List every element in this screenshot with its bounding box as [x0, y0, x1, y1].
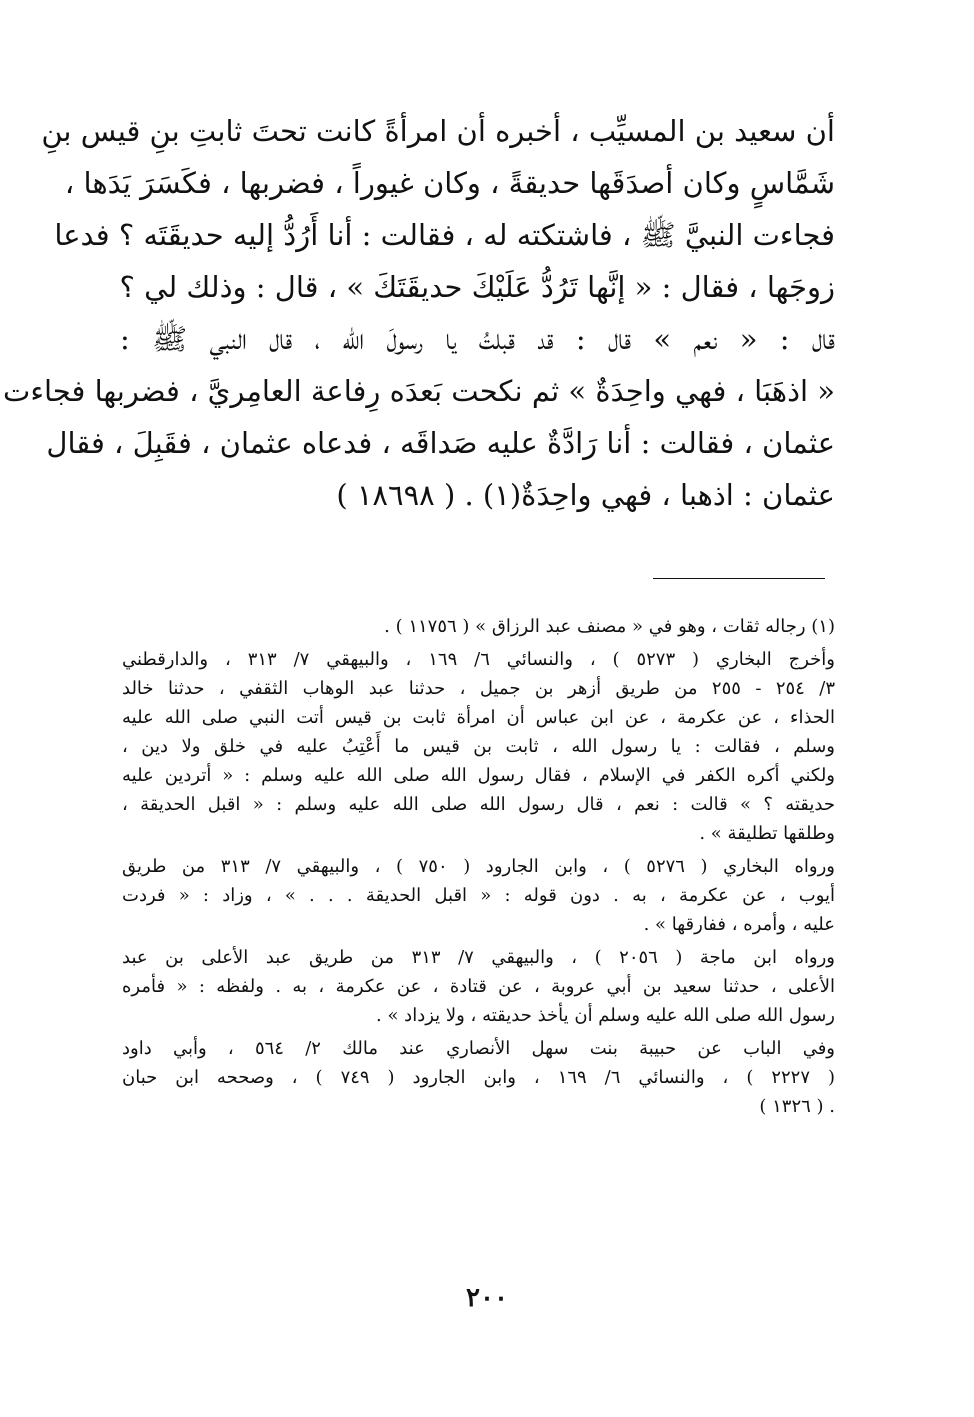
footnote-line: ورواه ابن ماجة ( ٢٠٥٦ ) ، والبيهقي ٧/ ٣١٣ من طريق عبد الأعلى بن عبد	[122, 947, 835, 968]
footnote-line: وفي الباب عن حبيبة بنت سهل الأنصاري عند مالك ٢/ ٥٦٤ ، وأبي داود	[122, 1038, 835, 1059]
footnote-line: وأخرج البخاري ( ٥٢٧٣ ) ، والنسائي ٦/ ١٦٩ ، والبيهقي ٧/ ٣١٣ ، والدارقطني	[122, 649, 835, 670]
main-line: فجاءت النبيَّ ﷺ ، فاشتكته له ، فقالت : أنا أَرُدُّ إليه حديقَتَه ؟ فدعا	[54, 218, 835, 252]
footnote-line: ٣/ ٢٥٤ - ٢٥٥ من طريق أزهر بن جميل ، حدثنا عبد الوهاب الثقفي ، حدثنا خالد	[122, 678, 835, 699]
footnote-line: رسول الله صلى الله عليه وسلم أن يأخذ حديقته ، ولا يزداد » .	[376, 1005, 835, 1026]
footnote-line: ولكني أكره الكفر في الإسلام ، فقال رسول الله صلى الله عليه وسلم : « أتردين عليه	[122, 765, 835, 786]
footnotes	[122, 612, 835, 1121]
main-line: عثمان ، فقالت : أنا رَادَّةٌ عليه صَداقَه ، فدعاه عثمان ، فقَبِلَ ، فقال	[46, 426, 835, 460]
footnote-line: (١) رجاله ثقات ، وهو في « مصنف عبد الرزاق » ( ١١٧٥٦ ) .	[384, 616, 835, 637]
main-text	[3, 105, 835, 521]
main-line: « اذهَبَا ، فهي واحِدَةٌ » ثم نكحت بَعدَه رِفاعة العامِريَّ ، فضربها فجاءت	[3, 374, 835, 408]
main-line: أن سعيد بن المسيِّب ، أخبره أن امرأةً كانت تحتَ ثابتِ بنِ قيس بنِ	[41, 114, 835, 148]
footnote-line: وسلم ، فقالت : يا رسول الله ، ثابت بن قيس ما أَعْتِبُ عليه في خلق ولا دين ،	[122, 736, 835, 757]
footnote-line: حديقته ؟ » قالت : نعم ، قال رسول الله صلى الله عليه وسلم : « اقبل الحديقة ،	[122, 794, 835, 815]
footnote-line: . ( ١٣٢٦ )	[759, 1096, 835, 1117]
footnote-separator	[653, 578, 825, 579]
main-line: عثمان : اذهبا ، فهي واحِدَةٌ(١) . ( ١٨٦٩٨ )	[336, 478, 835, 512]
footnote-line: ورواه البخاري ( ٥٢٧٦ ) ، وابن الجارود ( ٧٥٠ ) ، والبيهقي ٧/ ٣١٣ من طريق	[122, 856, 835, 877]
footnote-line: أيوب ، عن عكرمة ، به . دون قوله : « اقبل الحديقة . . . » ، وزاد : « فردت	[122, 885, 836, 906]
footnote-line: ( ٢٢٢٧ ) ، والنسائي ٦/ ١٦٩ ، وابن الجارود ( ٧٤٩ ) ، وصححه ابن حبان	[122, 1067, 835, 1088]
footnote-line: الأعلى ، حدثنا سعيد بن أبي عروبة ، عن قتادة ، عن عكرمة ، به . ولفظه : « فأمره	[122, 976, 835, 997]
main-line: زوجَها ، فقال : « إنَّها تَرُدُّ عَلَيْكَ حديقَتَكَ » ، قال : وذلك لي ؟	[119, 270, 835, 304]
main-line: شَمَّاسٍ وكان أصدَقَها حديقةً ، وكان غيوراً ، فضربها ، فكَسَرَ يَدَها ،	[64, 166, 835, 200]
footnote-line: عليه ، وأمره ، ففارقها » .	[643, 914, 835, 935]
footnote-line: الحذاء ، عن عكرمة ، عن ابن عباس أن امرأة ثابت بن قيس أتت النبي صلى الله عليه	[122, 707, 835, 728]
footnote-line: وطلقها تطليقة » .	[699, 823, 835, 844]
main-line: قال : « نعم » قال : قد قبلتُ يا رسولَ الله ، قال النبي ﷺ :	[120, 322, 835, 356]
page-number: ٢٠٠	[466, 1283, 508, 1313]
